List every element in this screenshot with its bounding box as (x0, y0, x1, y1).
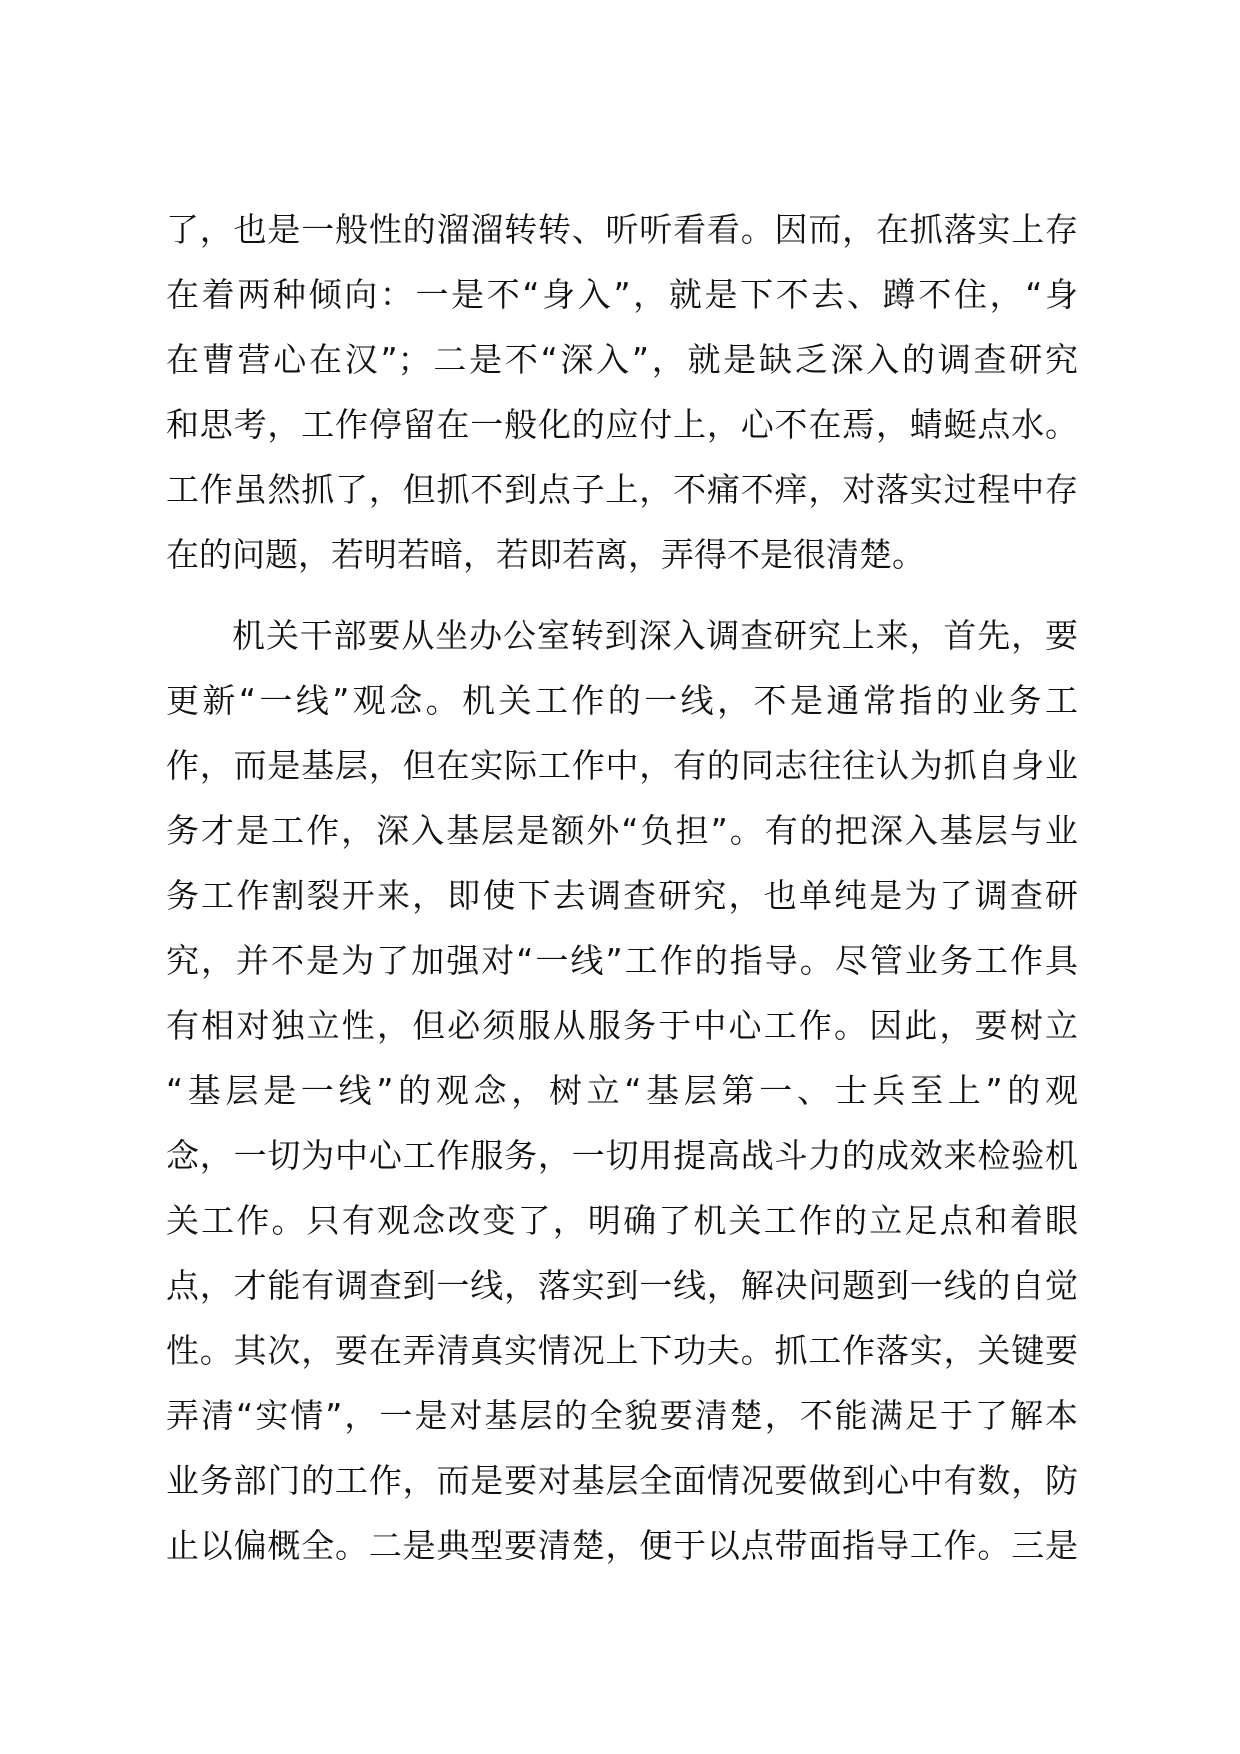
text-line: 业务部门的工作，而是要对基层全面情况要做到心中有数，防 (166, 1461, 1078, 1500)
text-line: 作，而是基层，但在实际工作中，有的同志往往认为抓自身业 (166, 746, 1078, 785)
text-line: 在的问题，若明若暗，若即若离，弄得不是很清楚。 (166, 535, 925, 574)
text-line: 关工作。只有观念改变了，明确了机关工作的立足点和着眼 (166, 1201, 1078, 1240)
paragraph-gap (166, 587, 1078, 603)
text-line: 弄清“实情”，一是对基层的全貌要清楚，不能满足于了解本 (166, 1396, 1078, 1435)
text-line: 更新“一线”观念。机关工作的一线，不是通常指的业务工 (166, 681, 1078, 720)
text-line: 务工作割裂开来，即使下去调查研究，也单纯是为了调查研 (166, 876, 1078, 915)
text-line: 究，并不是为了加强对“一线”工作的指导。尽管业务工作具 (166, 941, 1078, 980)
text-line: 务才是工作，深入基层是额外“负担”。有的把深入基层与业 (166, 811, 1078, 850)
text-line: 念，一切为中心工作服务，一切用提高战斗力的成效来检验机 (166, 1136, 1078, 1175)
text-line: 在着两种倾向：一是不“身入”，就是下不去、蹲不住，“身 (166, 275, 1078, 314)
paragraph (166, 197, 1078, 587)
text-line: “基层是一线”的观念，树立“基层第一、士兵至上”的观 (166, 1071, 1078, 1110)
text-line: 了，也是一般性的溜溜转转、听听看看。因而，在抓落实上存 (166, 210, 1078, 249)
text-line: 止以偏概全。二是典型要清楚，便于以点带面指导工作。三是 (166, 1526, 1078, 1565)
document-body (166, 197, 1078, 1578)
text-line: 工作虽然抓了，但抓不到点子上，不痛不痒，对落实过程中存 (166, 470, 1078, 509)
text-line: 机关干部要从坐办公室转到深入调查研究上来，首先，要 (232, 616, 1078, 655)
text-line: 点，才能有调查到一线，落实到一线，解决问题到一线的自觉 (166, 1266, 1078, 1305)
text-line: 性。其次，要在弄清真实情况上下功夫。抓工作落实，关键要 (166, 1331, 1078, 1370)
paragraph (166, 603, 1078, 1578)
text-line: 有相对独立性，但必须服从服务于中心工作。因此，要树立 (166, 1006, 1078, 1045)
text-line: 在曹营心在汉”；二是不“深入”，就是缺乏深入的调查研究 (166, 340, 1078, 379)
text-line: 和思考，工作停留在一般化的应付上，心不在焉，蜻蜓点水。 (166, 405, 1078, 444)
